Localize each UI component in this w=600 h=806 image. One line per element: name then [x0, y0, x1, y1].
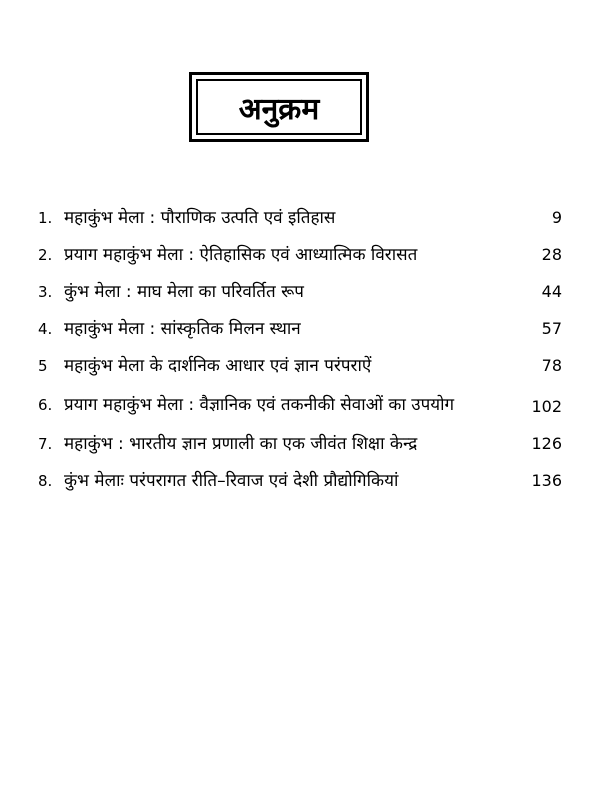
toc-entry-7[interactable]: [38, 431, 562, 457]
page-title: अनुक्रम: [196, 79, 362, 135]
toc-entry-2[interactable]: [38, 242, 562, 268]
toc-entry-number: 6.: [38, 396, 53, 414]
toc-entry-title: महाकुंभ : भारतीय ज्ञान प्रणाली का एक जीवंत शिक्षा केन्द्र: [64, 434, 418, 454]
toc-entry-number: 3.: [38, 283, 53, 301]
toc-entry-title: प्रयाग महाकुंभ मेला : वैज्ञानिक एवं तकनीकी सेवाओं का उपयोग: [64, 395, 455, 415]
toc-entry-page: 78: [541, 356, 562, 375]
toc-entry-page: 57: [541, 319, 562, 338]
toc-entry-number: 7.: [38, 435, 53, 453]
toc-entry-page: 136: [531, 471, 562, 490]
toc-entry-title: महाकुंभ मेला : सांस्कृतिक मिलन स्थान: [64, 319, 301, 339]
toc-entry-title: कुंभ मेलाः परंपरागत रीति–रिवाज एवं देशी प्रौद्योगिकियां: [64, 471, 399, 491]
toc-entry-title: महाकुंभ मेला : पौराणिक उत्पति एवं इतिहास: [64, 208, 336, 228]
toc-entry-number: 8.: [38, 472, 53, 490]
toc-entry-page: 126: [531, 434, 562, 453]
toc-entry-page: 28: [541, 245, 562, 264]
toc-entry-title: कुंभ मेला : माघ मेला का परिवर्तित रूप: [64, 282, 304, 302]
table-of-contents: [38, 205, 562, 505]
toc-entry-5[interactable]: [38, 353, 562, 379]
toc-entry-page: 9: [551, 208, 562, 227]
toc-entry-page: 102: [531, 397, 562, 416]
toc-entry-6[interactable]: [38, 390, 562, 420]
toc-entry-4[interactable]: [38, 316, 562, 342]
toc-entry-3[interactable]: [38, 279, 562, 305]
toc-entry-number: 5: [38, 357, 48, 375]
toc-entry-number: 2.: [38, 246, 53, 264]
toc-entry-1[interactable]: [38, 205, 562, 231]
toc-entry-title: महाकुंभ मेला के दार्शनिक आधार एवं ज्ञान परंपराऐं: [64, 356, 372, 376]
toc-entry-8[interactable]: [38, 468, 562, 494]
title-box: [189, 72, 369, 142]
toc-entry-page: 44: [541, 282, 562, 301]
toc-entry-number: 1.: [38, 209, 53, 227]
toc-entry-number: 4.: [38, 320, 53, 338]
toc-entry-title: प्रयाग महाकुंभ मेला : ऐतिहासिक एवं आध्यात्मिक विरासत: [64, 245, 418, 265]
